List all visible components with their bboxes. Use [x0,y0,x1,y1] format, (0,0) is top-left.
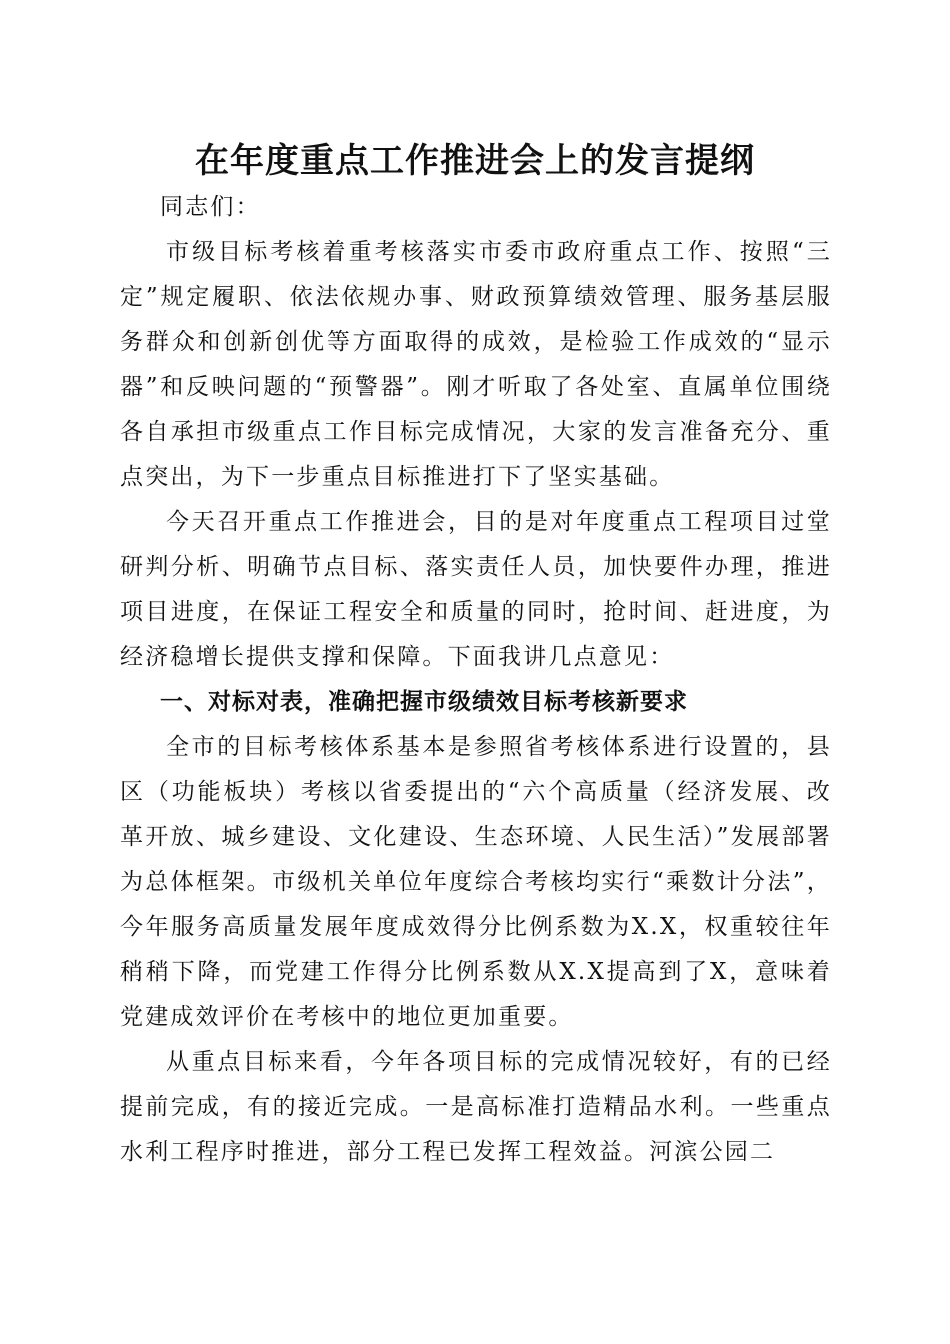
paragraph-section-2: 从重点目标来看，今年各项目标的完成情况较好，有的已经提前完成，有的接近完成。一是高标准打造精品水利。一些重点水利工程序时推进，部分工程已发挥工程效益。河滨公园二 [120,1049,832,1165]
paragraph-section-1: 全市的目标考核体系基本是参照省考核体系进行设置的，县区（功能板块）考核以省委提出的“六个高质量（经济发展、改革开放、城乡建设、文化建设、生态环境、人民生活）”发展部署为总体框架。市级机关单位年度综合考核均实行“乘数计分法”，今年服务高质量发展年度成效得分比例系数为X.X，权重较往年稍稍下降，而党建工作得分比例系数从X.X提高到了X，意味着党建成效评价在考核中的地位更加重要。 [120,734,832,1030]
document-title: 在年度重点工作推进会上的发言提纲 [195,141,755,181]
document-body [120,185,832,1175]
salutation: 同志们： [160,194,261,220]
paragraph-intro-2: 今天召开重点工作推进会，目的是对年度重点工程项目过堂研判分析、明确节点目标、落实责任人员，加快要件办理，推进项目进度，在保证工程安全和质量的同时，抢时间、赶进度，为经济稳增长提供支撑和保障。下面我讲几点意见： [120,509,832,670]
section-heading-1: 一、对标对表，准确把握市级绩效目标考核新要求 [160,689,688,715]
paragraph-intro-1: 市级目标考核着重考核落实市委市政府重点工作、按照“三定”规定履职、依法依规办事、财政预算绩效管理、服务基层服务群众和创新创优等方面取得的成效，是检验工作成效的“显示器”和反映问题的“预警器”。刚才听取了各处室、直属单位围绕各自承担市级重点工作目标完成情况，大家的发言准备充分、重点突出，为下一步重点目标推进打下了坚实基础。 [120,239,832,490]
